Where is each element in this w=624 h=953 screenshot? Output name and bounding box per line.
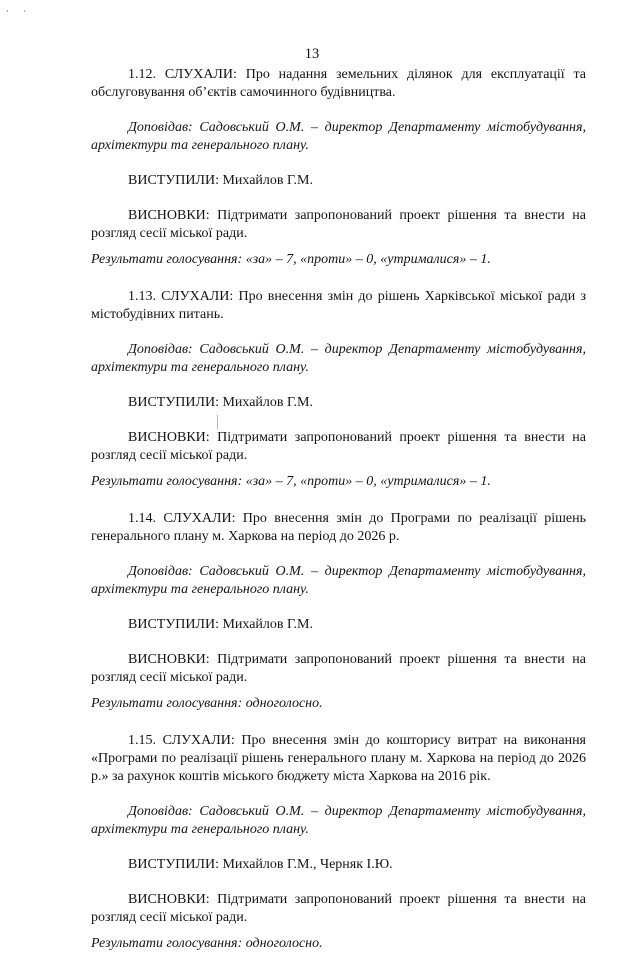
spoke-paragraph: ВИСТУПИЛИ: Михайлов Г.М., Черняк І.Ю. <box>128 857 393 872</box>
spoke-paragraph: ВИСТУПИЛИ: Михайлов Г.М. <box>128 173 313 188</box>
speaker-paragraph: Доповідав: Садовський О.М. – директор Департаменту містобудування, архітектури та генерального плану. <box>91 120 586 153</box>
conclusions-paragraph: ВИСНОВКИ: Підтримати запропонований проект рішення та внести на розгляд сесії міської ради. <box>91 208 586 241</box>
agenda-item-1-14 <box>91 510 586 713</box>
page-number: 13 <box>304 46 320 62</box>
heard-paragraph: 1.13. СЛУХАЛИ: Про внесення змін до рішень Харківської міської ради з містобудівних питань. <box>91 289 586 322</box>
heard-paragraph: 1.12. СЛУХАЛИ: Про надання земельних ділянок для експлуатації та обслуговування об’єктів самочинного будівництва. <box>91 67 586 100</box>
spoke-paragraph: ВИСТУПИЛИ: Михайлов Г.М. <box>128 395 313 410</box>
voting-result: Результати голосування: «за» – 7, «проти» – 0, «утрималися» – 1. <box>91 474 491 489</box>
conclusions-paragraph: ВИСНОВКИ: Підтримати запропонований проект рішення та внести на розгляд сесії міської ради. <box>91 652 586 685</box>
speaker-paragraph: Доповідав: Садовський О.М. – директор Департаменту містобудування, архітектури та генерального плану. <box>91 564 586 597</box>
conclusions-paragraph: ВИСНОВКИ: Підтримати запропонований проект рішення та внести на розгляд сесії міської ради. <box>91 430 586 463</box>
speaker-paragraph: Доповідав: Садовський О.М. – директор Департаменту містобудування, архітектури та генерального плану. <box>91 804 586 837</box>
corner-mark: · · <box>6 6 33 16</box>
minutes-body <box>91 66 586 953</box>
spoke-paragraph: ВИСТУПИЛИ: Михайлов Г.М. <box>128 617 313 632</box>
conclusions-paragraph: ВИСНОВКИ: Підтримати запропонований проект рішення та внести на розгляд сесії міської ради. <box>91 892 586 925</box>
voting-result: Результати голосування: одноголосно. <box>91 936 323 951</box>
speaker-paragraph: Доповідав: Садовський О.М. – директор Департаменту містобудування, архітектури та генерального плану. <box>91 342 586 375</box>
agenda-item-1-15 <box>91 732 586 953</box>
agenda-item-1-13 <box>91 288 586 491</box>
heard-paragraph: 1.14. СЛУХАЛИ: Про внесення змін до Програми по реалізації рішень генерального плану м. Харкова на період до 2026 р. <box>91 511 586 544</box>
heard-paragraph: 1.15. СЛУХАЛИ: Про внесення змін до кошторису витрат на виконання «Програми по реалізації рішень генерального плану м. Харкова на період до 2026 р.» за рахунок коштів міського бюджету міста Харкова на 2016 рік. <box>91 733 586 784</box>
agenda-item-1-12 <box>91 66 586 269</box>
voting-result: Результати голосування: одноголосно. <box>91 696 323 711</box>
voting-result: Результати голосування: «за» – 7, «проти» – 0, «утрималися» – 1. <box>91 252 491 267</box>
